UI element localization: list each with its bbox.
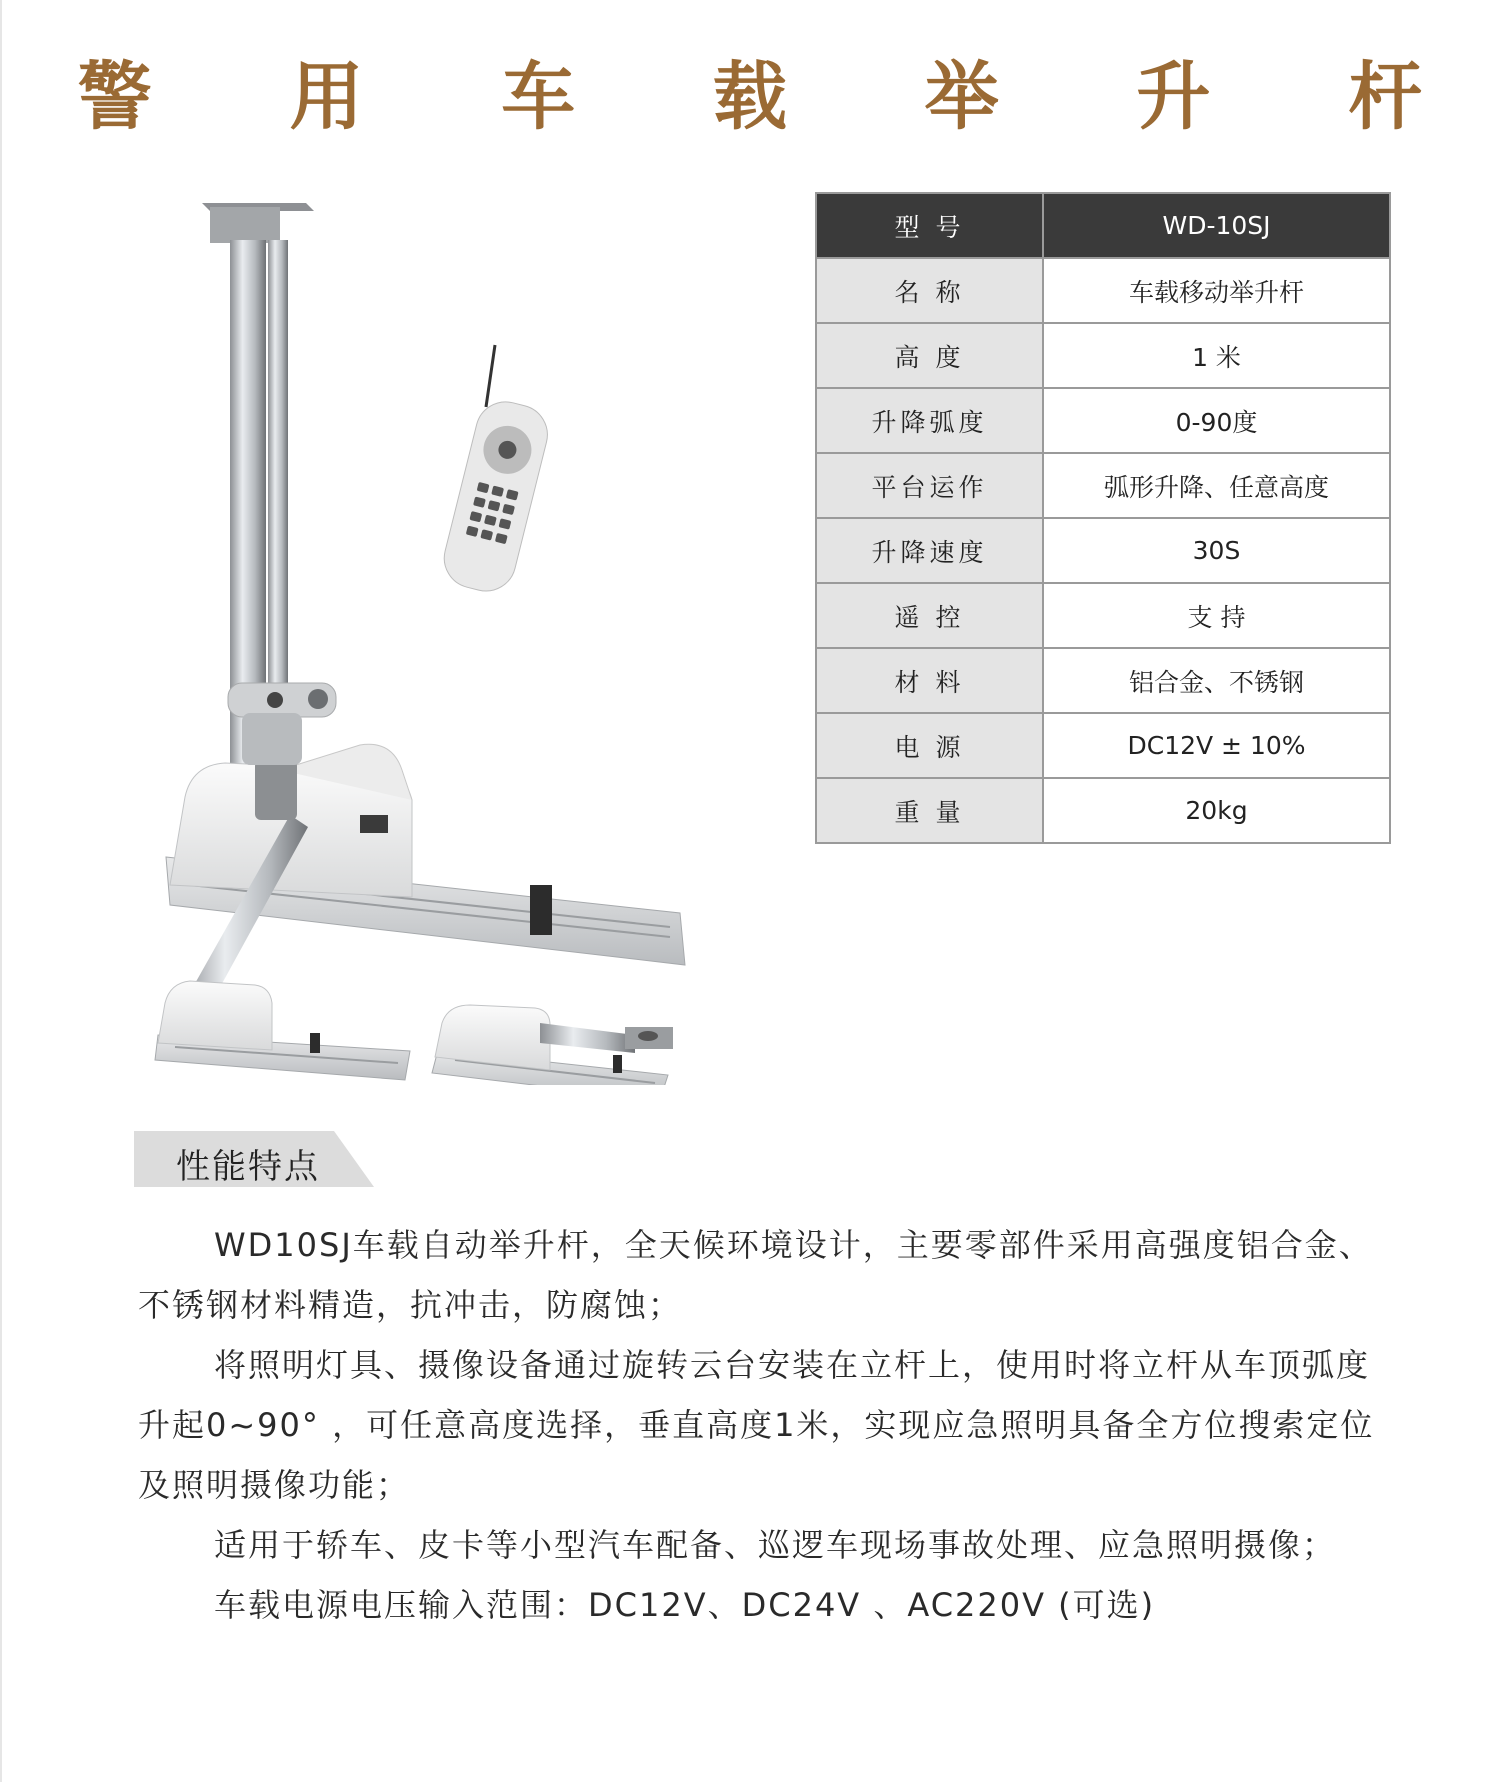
spec-value: WD-10SJ — [1043, 193, 1390, 258]
table-row — [816, 388, 1390, 453]
table-row — [816, 778, 1390, 843]
spec-label: 遥 控 — [816, 583, 1043, 648]
spec-value: 车载移动举升杆 — [1043, 258, 1390, 323]
features-description — [138, 1215, 1398, 1635]
table-row — [816, 453, 1390, 518]
feature-paragraph: 车载电源电压输入范围：DC12V、DC24V 、AC220V (可选) — [214, 1586, 1156, 1624]
spec-label: 型 号 — [816, 193, 1043, 258]
spec-value: 铝合金、不锈钢 — [1043, 648, 1390, 713]
spec-table — [815, 192, 1391, 844]
table-row — [816, 258, 1390, 323]
spec-label: 升降弧度 — [816, 388, 1043, 453]
spec-value: 弧形升降、任意高度 — [1043, 453, 1390, 518]
spec-value: 30S — [1043, 518, 1390, 583]
spec-value: 支 持 — [1043, 583, 1390, 648]
page-title: 警 用 车 载 举 升 杆 — [77, 54, 1479, 140]
spec-label: 材 料 — [816, 648, 1043, 713]
remote-control — [438, 345, 554, 597]
features-heading: 性能特点 — [176, 1147, 320, 1187]
spec-label: 升降速度 — [816, 518, 1043, 583]
table-row — [816, 583, 1390, 648]
table-row — [816, 648, 1390, 713]
page-edge-line — [0, 0, 2, 1782]
table-row — [816, 193, 1390, 258]
spec-value: 0-90度 — [1043, 388, 1390, 453]
upright-lift-unit — [166, 203, 685, 965]
feature-paragraph: 将照明灯具、摄像设备通过旋转云台安装在立杆上，使用时将立杆从车顶弧度升起0~90° ，可任意高度选择，垂直高度1米，实现应急照明具备全方位搜索定位及照明摄像功能； — [138, 1346, 1375, 1504]
features-heading-tab — [134, 1131, 374, 1187]
table-row — [816, 518, 1390, 583]
spec-label: 电 源 — [816, 713, 1043, 778]
spec-label: 高 度 — [816, 323, 1043, 388]
table-row — [816, 323, 1390, 388]
feature-paragraph: 适用于轿车、皮卡等小型汽车配备、巡逻车现场事故处理、应急照明摄像； — [214, 1526, 1337, 1564]
spec-label: 重 量 — [816, 778, 1043, 843]
feature-paragraph: WD10SJ车载自动举升杆，全天候环境设计，主要零部件采用高强度铝合金、不锈钢材料精造，抗冲击，防腐蚀； — [138, 1226, 1373, 1324]
product-illustration — [130, 185, 810, 1085]
spec-value: 1 米 — [1043, 323, 1390, 388]
spec-label: 名 称 — [816, 258, 1043, 323]
spec-value: DC12V ± 10% — [1043, 713, 1390, 778]
spec-value: 20kg — [1043, 778, 1390, 843]
product-photos — [130, 185, 810, 1085]
table-row — [816, 713, 1390, 778]
folded-lift-unit — [432, 1005, 673, 1085]
spec-label: 平台运作 — [816, 453, 1043, 518]
